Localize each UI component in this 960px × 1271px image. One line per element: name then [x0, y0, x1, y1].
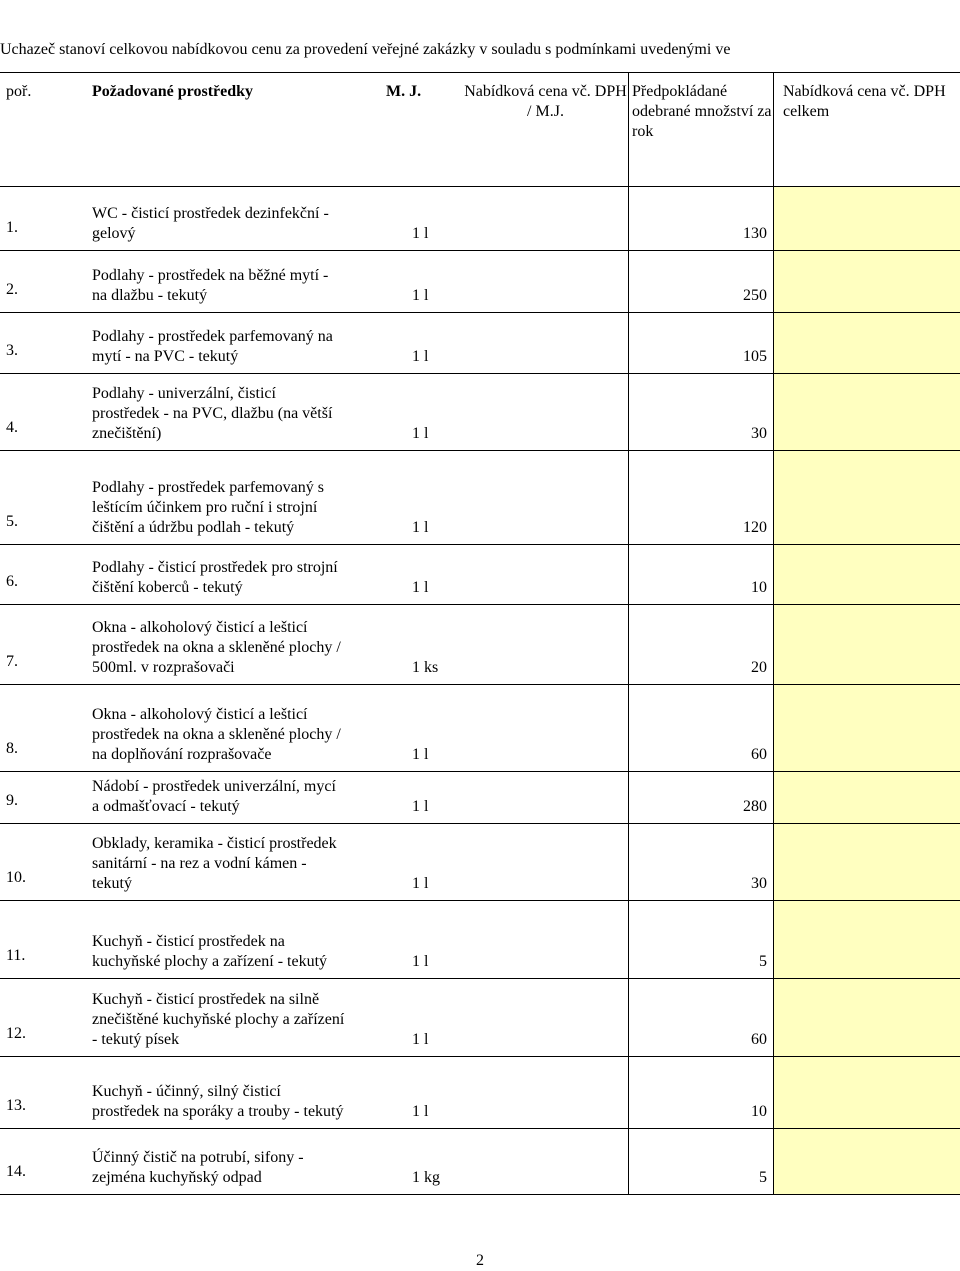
row-number: 2. — [6, 281, 18, 298]
item-description — [92, 1148, 392, 1188]
item-description-line: Účinný čistič na potrubí, sifony - — [92, 1149, 304, 1166]
row-border — [0, 823, 960, 824]
item-unit: 1 ks — [412, 659, 439, 676]
header-nr: poř. — [6, 83, 32, 100]
item-description-line: Okna - alkoholový čisticí a lešticí — [92, 619, 308, 636]
item-description-line: 500ml. v rozprašovači — [92, 659, 235, 676]
row-border — [0, 1194, 960, 1195]
item-description-line: Okna - alkoholový čisticí a lešticí — [92, 706, 308, 723]
total-input-cell[interactable] — [774, 685, 960, 771]
item-description — [92, 327, 392, 367]
item-unit: 1 l — [412, 348, 429, 365]
item-description-line: Obklady, keramika - čisticí prostředek — [92, 835, 337, 852]
row-number: 7. — [6, 653, 18, 670]
item-description-line: Kuchyň - účinný, silný čisticí — [92, 1083, 281, 1100]
total-input-cell[interactable] — [774, 605, 960, 684]
total-input-cell[interactable] — [774, 374, 960, 450]
row-number: 11. — [6, 947, 26, 964]
item-description-line: Podlahy - univerzální, čisticí — [92, 385, 276, 402]
item-unit: 1 l — [412, 579, 429, 596]
item-quantity: 60 — [751, 1031, 767, 1048]
item-unit: 1 l — [412, 287, 429, 304]
item-description-line: prostředek na okna a skleněné plochy / — [92, 639, 341, 656]
item-description-line: znečištěné kuchyňské plochy a zařízení — [92, 1011, 345, 1028]
item-description-line: Podlahy - čisticí prostředek pro strojní — [92, 559, 338, 576]
header-quantity: Předpokládané odebrané množství za rok — [632, 83, 772, 140]
total-input-cell[interactable] — [774, 187, 960, 250]
intro-text — [0, 0, 960, 64]
item-description-line: WC - čisticí prostředek dezinfekční - — [92, 205, 329, 222]
row-border — [0, 186, 960, 187]
item-description-line: na dlažbu - tekutý — [92, 287, 208, 304]
row-border — [0, 373, 960, 374]
row-border — [0, 771, 960, 772]
header-total-line: Nabídková cena vč. DPH — [783, 83, 946, 100]
row-border — [0, 604, 960, 605]
item-description — [92, 204, 392, 244]
item-quantity: 60 — [751, 746, 767, 763]
row-number: 5. — [6, 513, 18, 530]
item-unit: 1 l — [412, 425, 429, 442]
row-border — [0, 544, 960, 545]
item-description — [92, 384, 392, 444]
header-total-price — [783, 82, 960, 122]
total-input-cell[interactable] — [774, 545, 960, 604]
item-description-line: prostředek na sporáky a trouby - tekutý — [92, 1103, 344, 1120]
header-unit: M. J. — [386, 83, 422, 100]
item-description — [92, 266, 392, 306]
item-quantity: 20 — [751, 659, 767, 676]
row-number: 6. — [6, 573, 18, 590]
item-description-line: znečištění) — [92, 425, 162, 442]
item-unit: 1 l — [412, 953, 429, 970]
item-description-line: prostředek na okna a skleněné plochy / — [92, 726, 341, 743]
item-description-line: kuchyňské plochy a zařízení - tekutý — [92, 953, 328, 970]
item-quantity: 130 — [743, 225, 767, 242]
item-description — [92, 558, 392, 598]
item-description-line: tekutý — [92, 875, 132, 892]
price-table — [0, 72, 960, 1200]
column-border — [628, 186, 629, 1194]
row-border — [0, 684, 960, 685]
total-input-cell[interactable] — [774, 451, 960, 544]
item-description-line: gelový — [92, 225, 136, 242]
item-unit: 1 l — [412, 875, 429, 892]
total-input-cell[interactable] — [774, 313, 960, 373]
item-description-line: Kuchyň - čisticí prostředek na silně — [92, 991, 320, 1008]
item-description-line: sanitární - na rez a vodní kámen - — [92, 855, 307, 872]
item-description — [92, 1082, 392, 1122]
item-quantity: 30 — [751, 425, 767, 442]
item-unit: 1 l — [412, 1031, 429, 1048]
total-input-cell[interactable] — [774, 772, 960, 823]
row-border — [0, 1056, 960, 1057]
item-description-line: na doplňování rozprašovače — [92, 746, 272, 763]
header-total-line: celkem — [783, 103, 830, 120]
row-number: 12. — [6, 1025, 26, 1042]
item-description-line: Podlahy - prostředek na běžné mytí - — [92, 267, 329, 284]
item-quantity: 10 — [751, 579, 767, 596]
row-border — [0, 250, 960, 251]
total-input-cell[interactable] — [774, 979, 960, 1056]
row-border — [0, 450, 960, 451]
item-description-line: Kuchyň - čisticí prostředek na — [92, 933, 285, 950]
row-number: 3. — [6, 342, 18, 359]
item-description-line: čištění koberců - tekutý — [92, 579, 243, 596]
row-number: 14. — [6, 1163, 26, 1180]
item-description-line: prostředek - na PVC, dlažbu (na větší — [92, 405, 333, 422]
item-description — [92, 932, 392, 972]
row-border — [0, 900, 960, 901]
item-description-line: Podlahy - prostředek parfemovaný s — [92, 479, 324, 496]
item-quantity: 105 — [743, 348, 767, 365]
item-description-line: čištění a údržbu podlah - tekutý — [92, 519, 295, 536]
header-unit-price: Nabídková cena vč. DPH / M.J. — [464, 83, 627, 120]
item-description-line: mytí - na PVC - tekutý — [92, 348, 239, 365]
total-input-cell[interactable] — [774, 901, 960, 978]
item-description — [92, 777, 392, 817]
total-input-cell[interactable] — [774, 251, 960, 312]
page-number: 2 — [476, 1252, 484, 1269]
item-description-line: a odmašťovací - tekutý — [92, 798, 240, 815]
row-number: 4. — [6, 419, 18, 436]
item-quantity: 10 — [751, 1103, 767, 1120]
column-border — [773, 72, 774, 1194]
item-unit: 1 l — [412, 798, 429, 815]
row-number: 1. — [6, 219, 18, 236]
item-quantity: 280 — [743, 798, 767, 815]
item-description — [92, 834, 392, 894]
item-unit: 1 l — [412, 225, 429, 242]
item-quantity: 120 — [743, 519, 767, 536]
item-description — [92, 618, 392, 678]
row-number: 10. — [6, 869, 26, 886]
item-quantity: 5 — [759, 953, 767, 970]
item-quantity: 30 — [751, 875, 767, 892]
item-description-line: leštícím účinkem pro ruční i strojní — [92, 499, 318, 516]
row-border — [0, 1128, 960, 1129]
total-input-cell[interactable] — [774, 1057, 960, 1128]
item-description-line: Nádobí - prostředek univerzální, mycí — [92, 778, 336, 795]
item-description-line: Podlahy - prostředek parfemovaný na — [92, 328, 333, 345]
row-border — [0, 312, 960, 313]
header-item: Požadované prostředky — [92, 83, 254, 100]
item-unit: 1 l — [412, 1103, 429, 1120]
row-border — [0, 978, 960, 979]
column-border — [628, 72, 629, 186]
table-top-border — [0, 72, 960, 73]
item-description — [92, 478, 392, 538]
item-quantity: 5 — [759, 1169, 767, 1186]
row-number: 13. — [6, 1097, 26, 1114]
intro-line: Uchazeč stanoví celkovou nabídkovou cenu za provedení veřejné zakázky v souladu s podmínkami uvedenými ve — [0, 41, 731, 58]
item-description — [92, 990, 392, 1050]
total-input-cell[interactable] — [774, 1129, 960, 1194]
item-unit: 1 l — [412, 519, 429, 536]
total-input-cell[interactable] — [774, 824, 960, 900]
row-number: 9. — [6, 792, 18, 809]
item-unit: 1 l — [412, 746, 429, 763]
item-description — [92, 705, 392, 765]
item-description-line: zejména kuchyňský odpad — [92, 1169, 262, 1186]
row-number: 8. — [6, 740, 18, 757]
item-unit: 1 kg — [412, 1169, 440, 1186]
item-quantity: 250 — [743, 287, 767, 304]
item-description-line: - tekutý písek — [92, 1031, 180, 1048]
